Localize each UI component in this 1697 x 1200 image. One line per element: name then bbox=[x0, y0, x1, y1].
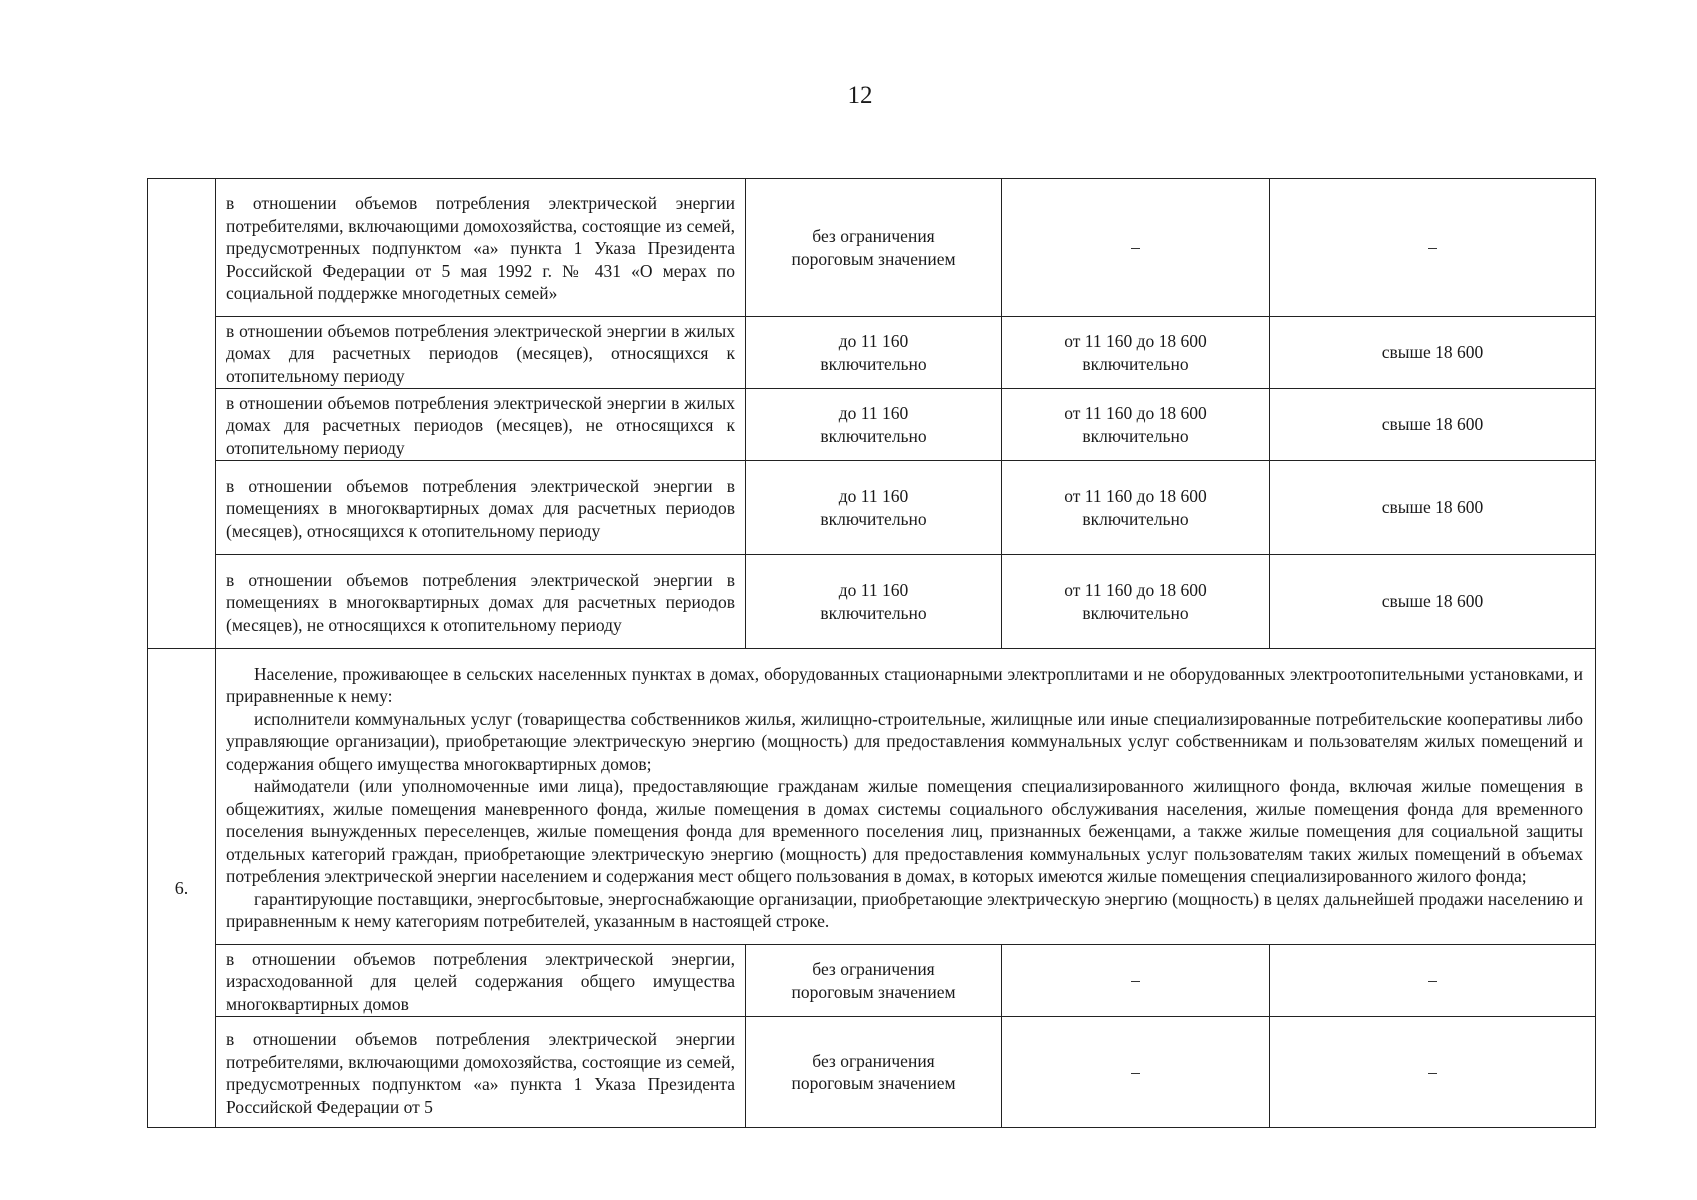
section-paragraph: гарантирующие поставщики, энергосбытовые, энергоснабжающие организации, приобретающие электрическую энергию (мощность) в целях дальнейшей продажи населению и приравненным к нему категориям потребителей, указанным в настоящей строке. bbox=[226, 888, 1583, 931]
threshold-mid-cell: – bbox=[1002, 1017, 1270, 1128]
threshold-low-line2: пороговым значением bbox=[791, 248, 956, 269]
page-number: 12 bbox=[847, 82, 873, 109]
threshold-high-cell: – bbox=[1270, 1017, 1596, 1128]
threshold-mid-cell bbox=[1002, 317, 1270, 389]
threshold-low-line2: включительно bbox=[820, 508, 927, 529]
threshold-low-cell bbox=[746, 317, 1002, 389]
threshold-mid-line1: от 11 160 до 18 600 bbox=[1064, 580, 1207, 600]
threshold-mid-cell bbox=[1002, 461, 1270, 555]
threshold-mid-line2: включительно bbox=[1082, 425, 1189, 446]
threshold-low-cell bbox=[746, 555, 1002, 649]
table-row bbox=[148, 461, 1596, 555]
threshold-mid-line1: от 11 160 до 18 600 bbox=[1064, 403, 1207, 423]
threshold-high-cell: свыше 18 600 bbox=[1270, 317, 1596, 389]
row-description: в отношении объемов потребления электрической энергии в помещениях в многоквартирных домах для расчетных периодов (месяцев), относящихся к отопительному периоду bbox=[216, 461, 746, 555]
threshold-low-line1: до 11 160 bbox=[838, 331, 909, 351]
threshold-low-line2: включительно bbox=[820, 353, 927, 374]
threshold-low-cell bbox=[746, 179, 1002, 317]
row-description: в отношении объемов потребления электрической энергии в помещениях в многоквартирных домах для расчетных периодов (месяцев), не относящихся к отопительному периоду bbox=[216, 555, 746, 649]
table-row bbox=[148, 389, 1596, 461]
threshold-high-cell: свыше 18 600 bbox=[1270, 461, 1596, 555]
threshold-low-line2: пороговым значением bbox=[791, 1073, 956, 1093]
threshold-mid-line1: от 11 160 до 18 600 bbox=[1064, 331, 1207, 351]
threshold-mid-cell bbox=[1002, 179, 1270, 317]
threshold-low-line1: без ограничения bbox=[812, 226, 935, 246]
threshold-high-cell: свыше 18 600 bbox=[1270, 555, 1596, 649]
threshold-mid-cell bbox=[1002, 389, 1270, 461]
section-paragraph: наймодатели (или уполномоченные ими лица), предоставляющие гражданам жилые помещения специализированного жилищного фонда, включая жилые помещения в общежитиях, жилые помещения маневренного фонда, жилые помещения в домах системы социального обслуживания населения, жилые помещения фонда для временного поселения вынужденных переселенцев, жилые помещения фонда для временного поселения лиц, признанных беженцами, а также жилые помещения для социальной защиты отдельных категорий граждан, приобретающие электрическую энергию (мощность) для предоставления коммунальных услуг пользователям таких жилых помещений в объемах потребления электрической энергии населением и содержания мест общего пользования в домах, в которых имеются жилые помещения специализированного жилого фонда; bbox=[226, 776, 1583, 886]
threshold-low-line1: до 11 160 bbox=[838, 580, 909, 600]
threshold-mid-cell: – bbox=[1002, 945, 1270, 1017]
threshold-low-line1: до 11 160 bbox=[838, 403, 909, 423]
row-description: в отношении объемов потребления электрической энергии потребителями, включающими домохозяйства, состоящие из семей, предусмотренных подпунктом «а» пункта 1 Указа Президента Российской Федерации от 5 bbox=[216, 1017, 746, 1128]
table-row bbox=[148, 945, 1596, 1017]
threshold-high-cell: – bbox=[1270, 945, 1596, 1017]
threshold-low-cell bbox=[746, 461, 1002, 555]
table-row bbox=[148, 555, 1596, 649]
threshold-low-cell bbox=[746, 1017, 1002, 1128]
section-paragraph: исполнители коммунальных услуг (товарищества собственников жилья, жилищно-строительные, жилищные или иные специализированные потребительские кооперативы либо управляющие организации), приобретающие электрическую энергию (мощность) для предоставления коммунальных услуг собственникам и пользователям жилых помещений и содержания общего имущества многоквартирных домов; bbox=[226, 708, 1583, 774]
threshold-mid-line1: – bbox=[1131, 237, 1140, 258]
table-row bbox=[148, 317, 1596, 389]
table-row bbox=[148, 1017, 1596, 1128]
section-6-text bbox=[216, 649, 1596, 945]
threshold-low-line1: до 11 160 bbox=[838, 486, 909, 506]
threshold-mid-line2: включительно bbox=[1082, 508, 1189, 529]
threshold-low-line2: включительно bbox=[820, 602, 927, 623]
threshold-mid-line2: включительно bbox=[1082, 353, 1189, 374]
row-number-cell: 6. bbox=[148, 649, 216, 1128]
row-description: в отношении объемов потребления электрической энергии потребителями, включающими домохозяйства, состоящие из семей, предусмотренных подпунктом «а» пункта 1 Указа Президента Российской Федерации от 5 мая 1992 г. № 431 «О мерах по социальной поддержке многодетных семей» bbox=[216, 179, 746, 317]
threshold-low-cell bbox=[746, 945, 1002, 1017]
row-description: в отношении объемов потребления электрической энергии в жилых домах для расчетных периодов (месяцев), не относящихся к отопительному периоду bbox=[216, 389, 746, 461]
threshold-mid-cell bbox=[1002, 555, 1270, 649]
threshold-low-cell bbox=[746, 389, 1002, 461]
threshold-low-line1: без ограничения bbox=[812, 959, 935, 979]
threshold-high-cell: – bbox=[1270, 179, 1596, 317]
section-paragraph: Население, проживающее в сельских населенных пунктах в домах, оборудованных стационарными электроплитами и не оборудованных электроотопительными установками, и приравненные к нему: bbox=[226, 663, 1583, 706]
threshold-mid-line2: включительно bbox=[1082, 602, 1189, 623]
threshold-low-line1: без ограничения bbox=[812, 1050, 935, 1071]
table-row bbox=[148, 649, 1596, 945]
row-number-cell bbox=[148, 179, 216, 649]
threshold-high-cell: свыше 18 600 bbox=[1270, 389, 1596, 461]
table-row bbox=[148, 179, 1596, 317]
row-description: в отношении объемов потребления электрической энергии, израсходованной для целей содержания общего имущества многоквартирных домов bbox=[216, 945, 746, 1017]
row-description: в отношении объемов потребления электрической энергии в жилых домах для расчетных периодов (месяцев), относящихся к отопительному периоду bbox=[216, 317, 746, 389]
tariff-table bbox=[147, 178, 1596, 1128]
threshold-mid-line1: от 11 160 до 18 600 bbox=[1064, 486, 1207, 506]
threshold-low-line2: включительно bbox=[820, 425, 927, 446]
threshold-low-line2: пороговым значением bbox=[791, 981, 956, 1002]
